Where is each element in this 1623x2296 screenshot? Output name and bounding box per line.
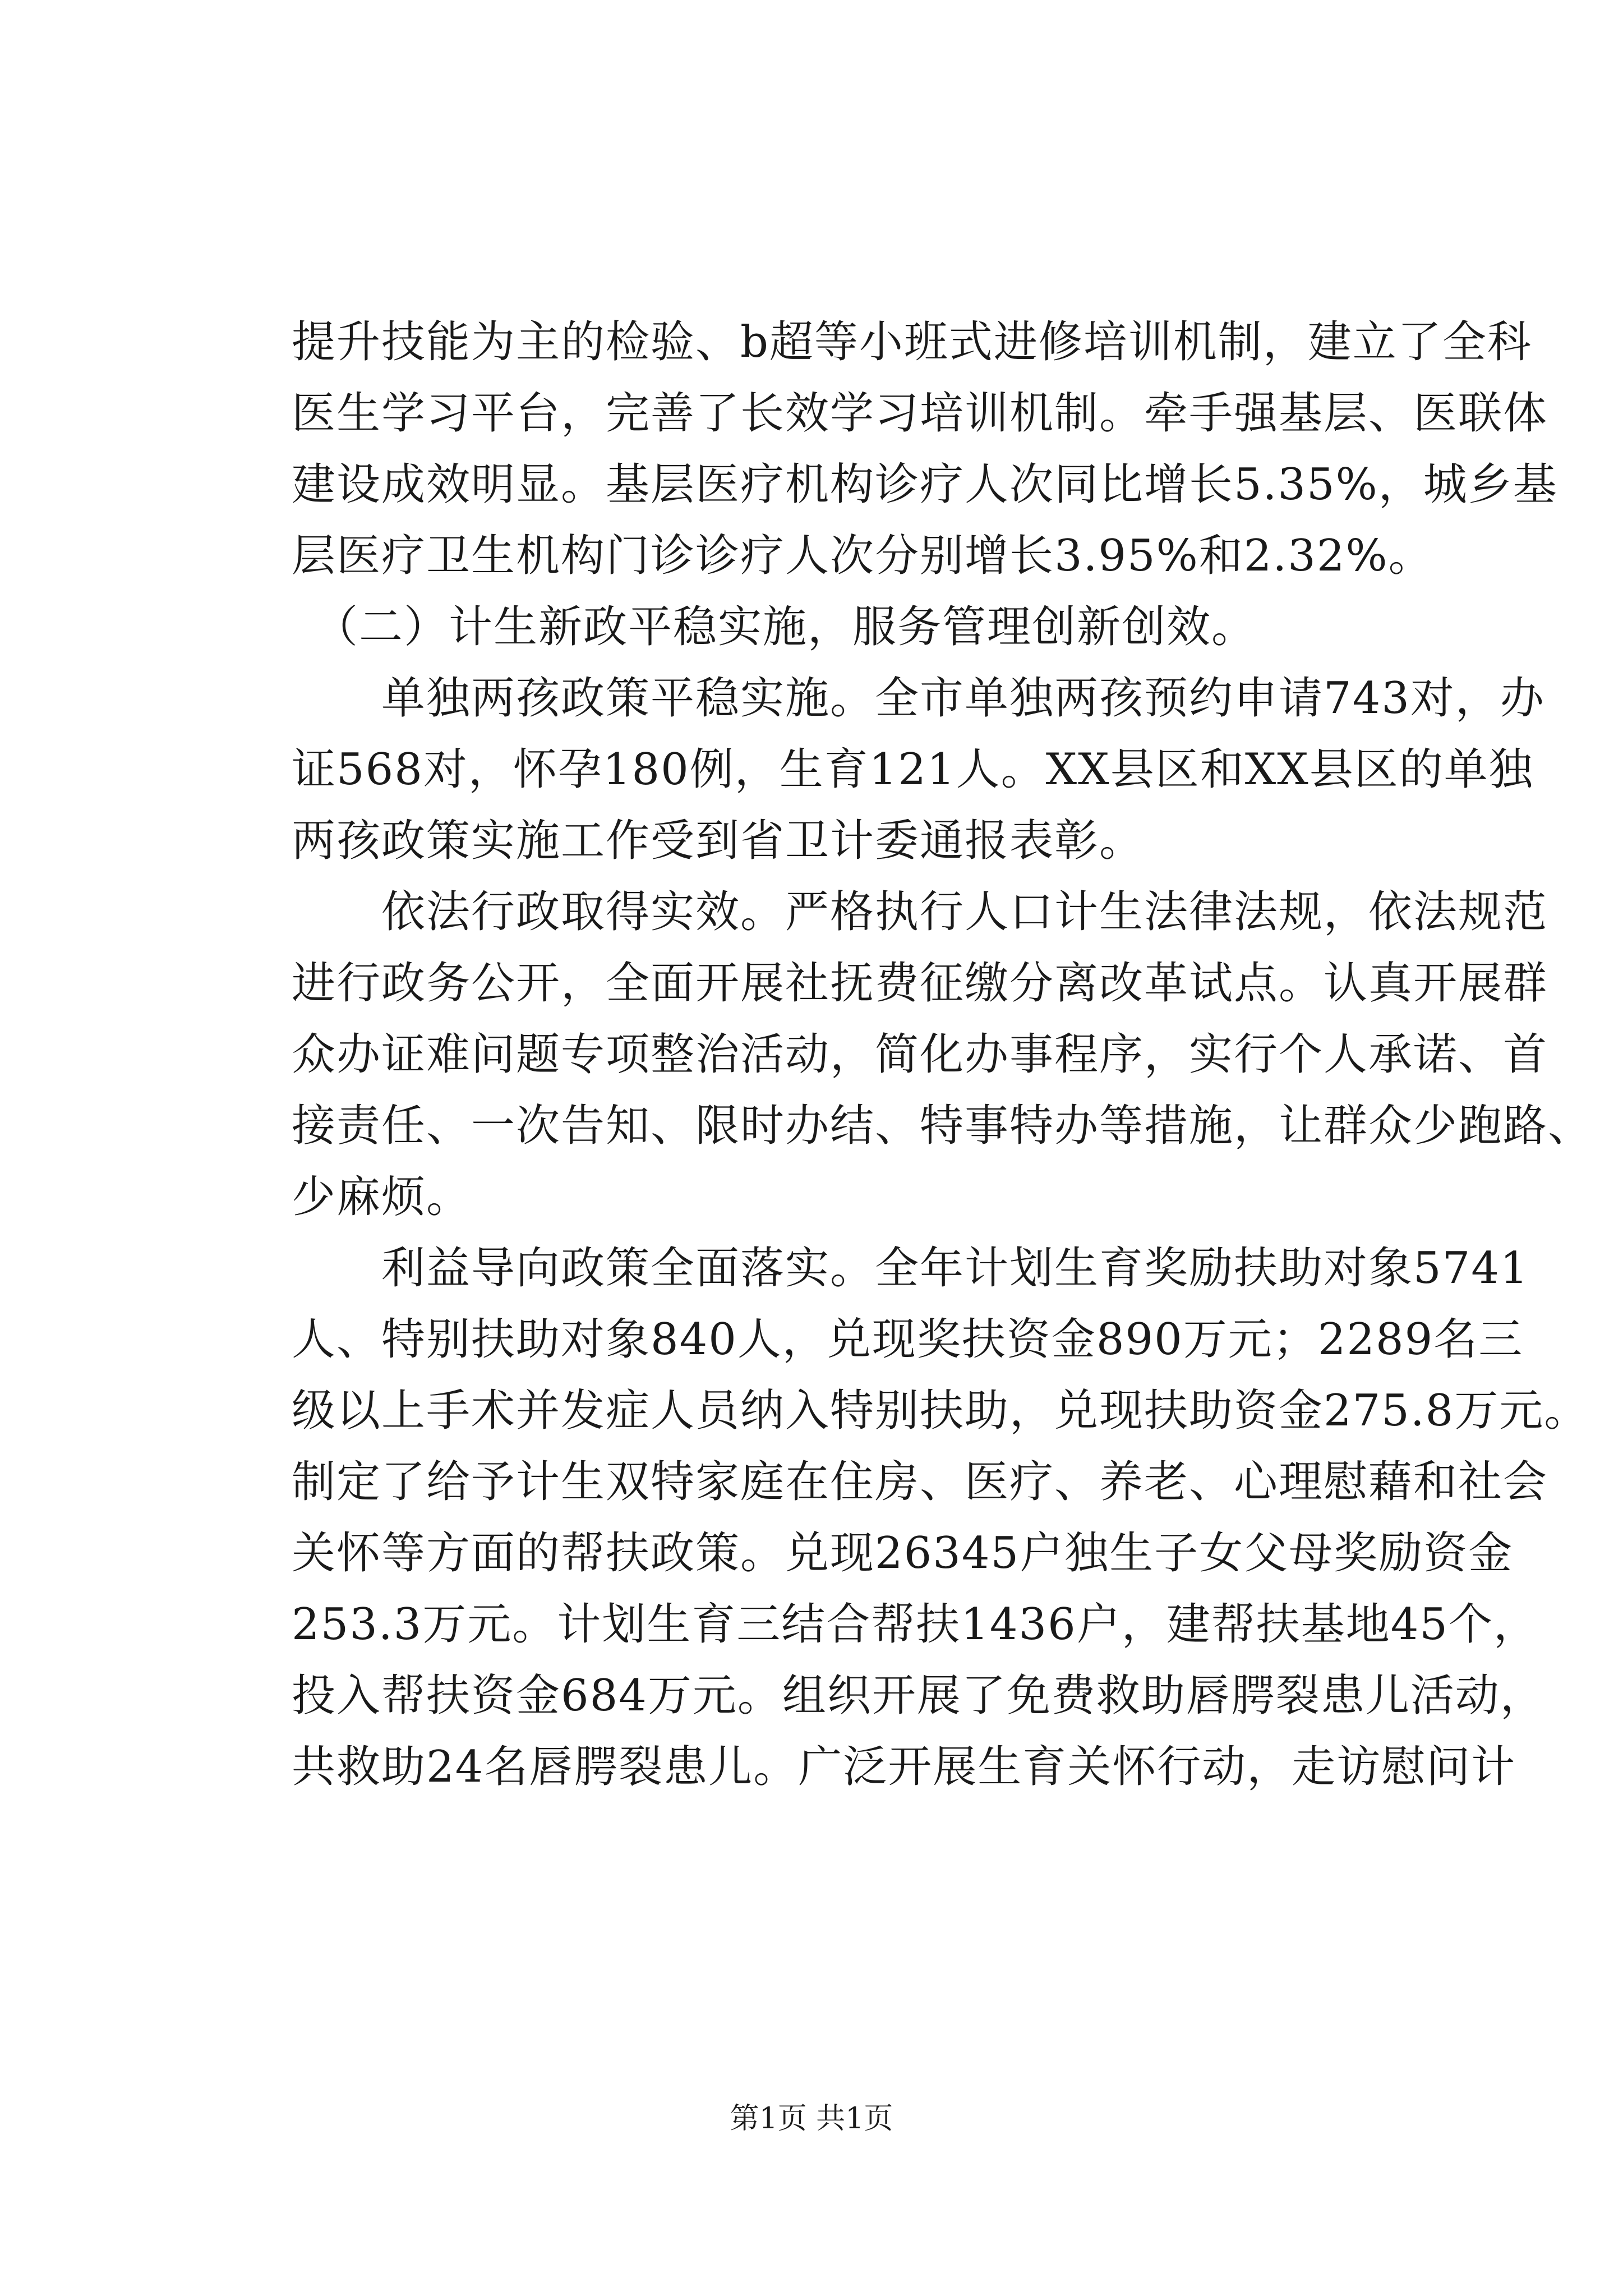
text-line: 少麻烦。 [292,1172,472,1222]
section-heading: （二）计生新政平稳实施，服务管理创新创效。 [314,602,1257,652]
text-line: 级以上手术并发症人员纳入特别扶助，兑现扶助资金275.8万元。 [292,1386,1589,1436]
text-line: 共救助24名唇腭裂患儿。广泛开展生育关怀行动，走访慰问计 [292,1742,1516,1792]
text-line: 253.3万元。计划生育三结合帮扶1436户，建帮扶基地45个， [292,1599,1539,1650]
text-line: 层医疗卫生机构门诊诊疗人次分别增长3.95%和2.32%。 [292,531,1433,581]
text-line: 制定了给予计生双特家庭在住房、医疗、养老、心理慰藉和社会 [292,1457,1548,1507]
text-line: 证568对，怀孕180例，生育121人。XX县区和XX县区的单独 [292,744,1534,795]
text-line: 接责任、一次告知、限时办结、特事特办等措施，让群众少跑路、 [292,1101,1593,1151]
text-line: 投入帮扶资金684万元。组织开展了免费救助唇腭裂患儿活动， [292,1671,1545,1721]
text-line: 人、特别扶助对象840人，兑现奖扶资金890万元；2289名三 [292,1314,1524,1365]
text-line: 进行政务公开，全面开展社抚费征缴分离改革试点。认真开展群 [292,958,1548,1009]
text-line: 依法行政取得实效。严格执行人口计生法律法规，依法规范 [381,887,1548,937]
text-line: 提升技能为主的检验、b超等小班式进修培训机制，建立了全科 [292,317,1532,367]
text-line: 众办证难问题专项整治活动，简化办事程序，实行个人承诺、首 [292,1029,1548,1080]
text-line: 医生学习平台，完善了长效学习培训机制。牵手强基层、医联体 [292,388,1548,439]
text-line: 单独两孩政策平稳实施。全市单独两孩预约申请743对，办 [381,673,1545,724]
text-line: 关怀等方面的帮扶政策。兑现26345户独生子女父母奖励资金 [292,1528,1514,1579]
text-line: 两孩政策实施工作受到省卫计委通报表彰。 [292,816,1145,866]
page-footer: 第1页 共1页 [730,2102,893,2136]
text-line: 利益导向政策全面落实。全年计划生育奖励扶助对象5741 [381,1243,1529,1294]
text-line: 建设成效明显。基层医疗机构诊疗人次同比增长5.35%，城乡基 [292,459,1558,510]
